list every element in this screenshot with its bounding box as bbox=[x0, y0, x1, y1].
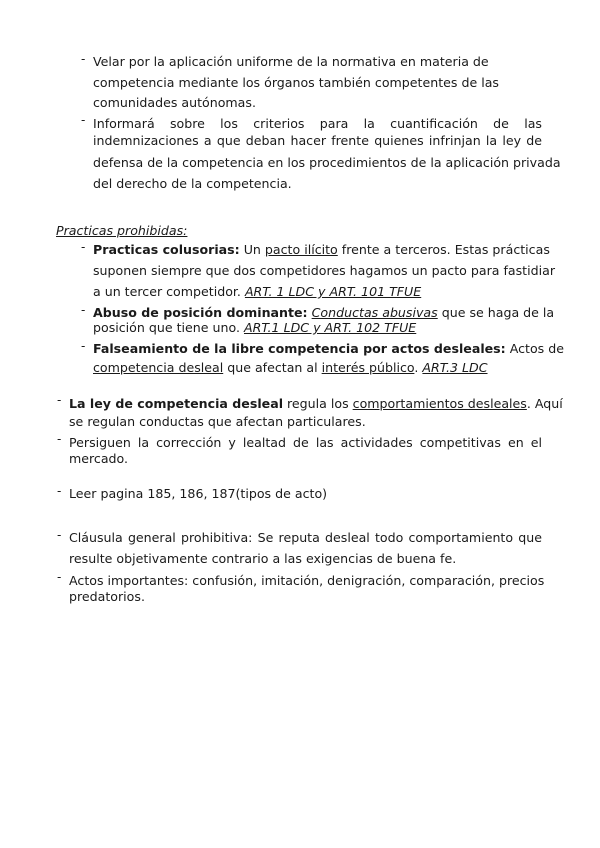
colusorias-line-1 bbox=[93, 242, 550, 258]
bullet-dash: - bbox=[57, 528, 62, 542]
persiguen-line-1: Persiguen la corrección y lealtad de las actividades competitivas en el bbox=[69, 435, 542, 450]
bullet-dash: - bbox=[81, 240, 86, 254]
underlined-term: competencia desleal bbox=[93, 360, 224, 375]
bullet-dash: - bbox=[81, 52, 86, 66]
intro-item-2-line-3: defensa de la competencia en los procedimientos de la aplicación privada bbox=[93, 155, 561, 170]
ley-line-1 bbox=[69, 396, 563, 412]
falseamiento-title: Falseamiento de la libre competencia por actos desleales: bbox=[93, 341, 506, 356]
ley-line-2: se regulan conductas que afectan particulares. bbox=[69, 414, 366, 429]
section-heading-text: Practicas prohibidas: bbox=[56, 223, 188, 238]
intro-item-1-line-2: competencia mediante los órganos también competentes de las bbox=[93, 75, 499, 90]
text-span: que afectan al bbox=[223, 360, 322, 375]
text-span: que se haga de la bbox=[437, 305, 555, 320]
underlined-term: comportamientos desleales bbox=[352, 396, 527, 411]
legal-reference: ART. 1 LDC y ART. 101 TFUE bbox=[244, 284, 422, 299]
intro-item-1-line-1: Velar por la aplicación uniforme de la normativa en materia de bbox=[93, 54, 489, 69]
clausula-line-1: Cláusula general prohibitiva: Se reputa desleal todo comportamiento que bbox=[69, 530, 542, 545]
bullet-dash: - bbox=[57, 432, 62, 446]
section-heading bbox=[56, 223, 187, 239]
abuso-line-1 bbox=[93, 305, 555, 321]
colusorias-title: Practicas colusorias: bbox=[93, 242, 240, 257]
intro-item-1-line-3: comunidades autónomas. bbox=[93, 95, 256, 110]
leer-line: Leer pagina 185, 186, 187(tipos de acto) bbox=[69, 486, 328, 501]
underlined-term: interés público bbox=[321, 360, 415, 375]
persiguen-line-2: mercado. bbox=[69, 451, 129, 466]
legal-reference: ART.3 LDC bbox=[422, 360, 488, 375]
falseamiento-line-2 bbox=[93, 360, 488, 376]
bullet-dash: - bbox=[57, 570, 62, 584]
intro-item-2-line-1: Informará sobre los criterios para la cuantificación de las bbox=[93, 116, 542, 131]
text-span: posición que tiene uno. bbox=[93, 320, 244, 335]
bullet-dash: - bbox=[57, 484, 62, 498]
intro-item-2-line-4: del derecho de la competencia. bbox=[93, 176, 292, 191]
bullet-dash: - bbox=[81, 113, 86, 127]
legal-reference: ART.1 LDC y ART. 102 TFUE bbox=[243, 320, 417, 335]
abuso-title: Abuso de posición dominante: bbox=[93, 305, 308, 320]
bullet-dash: - bbox=[81, 339, 86, 353]
falseamiento-line-1 bbox=[93, 341, 564, 357]
text-span: frente a terceros. Estas prácticas bbox=[337, 242, 550, 257]
text-span: Actos de bbox=[505, 341, 564, 356]
underlined-term: pacto ilícito bbox=[264, 242, 338, 257]
bullet-dash: - bbox=[57, 393, 62, 407]
clausula-line-2: resulte objetivamente contrario a las exigencias de buena fe. bbox=[69, 551, 457, 566]
text-span: . Aquí bbox=[526, 396, 563, 411]
underlined-term: Conductas abusivas bbox=[311, 305, 438, 320]
colusorias-line-3 bbox=[93, 284, 421, 300]
abuso-line-2 bbox=[93, 320, 416, 336]
intro-item-2-line-2: indemnizaciones a que deban hacer frente quienes infrinjan la ley de bbox=[93, 133, 542, 148]
text-span: a un tercer competidor. bbox=[93, 284, 245, 299]
actos-line-1: Actos importantes: confusión, imitación, denigración, comparación, precios bbox=[69, 573, 545, 588]
text-span: . bbox=[414, 360, 423, 375]
actos-line-2: predatorios. bbox=[69, 589, 145, 604]
bullet-dash: - bbox=[81, 303, 86, 317]
text-span: Un bbox=[239, 242, 265, 257]
ley-title: La ley de competencia desleal bbox=[69, 396, 284, 411]
text-span: regula los bbox=[283, 396, 353, 411]
colusorias-line-2: suponen siempre que dos competidores hagamos un pacto para fastidiar bbox=[93, 263, 556, 278]
